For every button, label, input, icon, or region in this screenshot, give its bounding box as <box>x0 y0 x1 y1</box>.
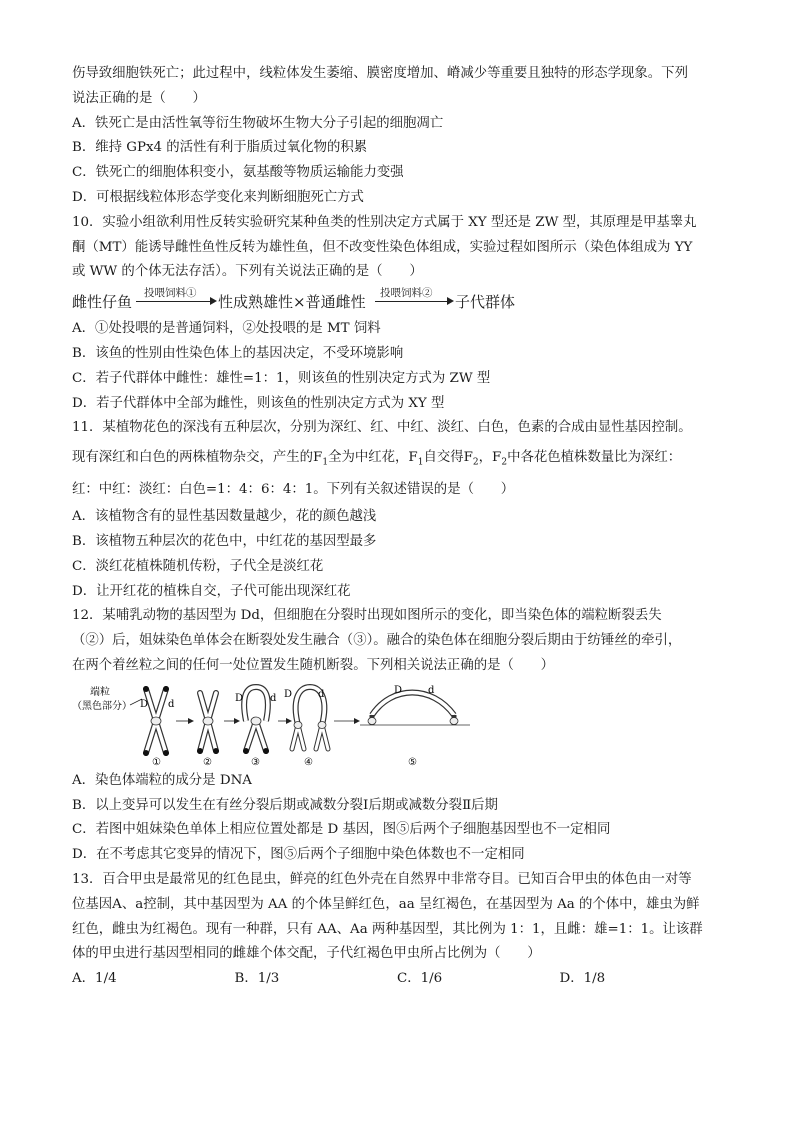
q11-sub-1b: 1 <box>417 457 424 468</box>
q11-option-c: C．淡红花植株随机传粉，子代全是淡红花 <box>72 558 324 574</box>
gene-d-4: d <box>318 688 325 700</box>
q13-stem-line-1: 13．百合甲虫是最常见的红色昆虫，鲜亮的红色外壳在自然界中非常夺目。已知百合甲虫的体色由一对等 <box>72 871 692 887</box>
q12-option-c: C．若图中姐妹染色单体上相应位置处都是 D 基因，图⑤后两个子细胞基因型也不一定相同 <box>72 822 611 838</box>
telomere-label: 端粒 <box>90 686 110 698</box>
gene-D-1: D <box>140 698 149 710</box>
q10-stem-line-1: 10．实验小组欲利用性反转实验研究某种鱼类的性别决定方式属于 XY 型还是 ZW 型，其原理是甲基睾丸 <box>72 214 697 230</box>
q13-stem-line-2: 位基因A、a控制，其中基因型为 AA 的个体呈鲜红色，aa 呈红褐色，在基因型为 Aa 的个体中，雄虫为鲜 <box>72 896 700 912</box>
q11-text-a: 现有深红和白色的两株植物杂交，产生的F <box>72 450 323 466</box>
q9-option-a: A．铁死亡是由活性氧等衍生物破坏生物大分子引起的细胞凋亡 <box>72 115 444 131</box>
q11-stem-line-1: 11．某植物花色的深浅有五种层次，分别为深红、红、中红、淡红、白色，色素的合成由显性基因控制。 <box>72 420 692 436</box>
chromosome-step-2 <box>197 693 219 767</box>
step-2-label: ② <box>203 756 212 767</box>
q11-sub-1: 1 <box>322 457 329 468</box>
q10-stem-line-2: 酮（MT）能诱导雌性鱼性反转为雄性鱼，但不改变性染色体组成，实验过程如图所示（染色体组成为 YY <box>72 239 693 255</box>
flow-end: 子代群体 <box>455 293 516 312</box>
gene-d-5: d <box>428 684 435 696</box>
q12-option-d: D．在不考虑其它变异的情况下，图⑤后两个子细胞中染色体数也不一定相同 <box>72 847 525 863</box>
chromosome-step-5 <box>360 685 470 767</box>
q11-option-d: D．让开红花的植株自交，子代可能出现深红花 <box>72 583 351 599</box>
gene-D-4: D <box>284 688 293 700</box>
q12-stem-line-3: 在两个着丝粒之间的任何一处位置发生随机断裂。下列相关说法正确的是（ ） <box>72 657 555 673</box>
gene-D-3: D <box>235 692 244 704</box>
q11-stem-line-3: 红：中红：淡红：白色=1：4：6：4：1。下列有关叙述错误的是（ ） <box>72 482 515 498</box>
exam-page <box>72 62 722 992</box>
q13-stem-line-3: 红色，雌虫为红褐色。现有一种群，只有 AA、Aa 两种基因型，其比例为 1：1，且雌：雄=1：1。让该群 <box>72 921 703 937</box>
q10-option-b: B．该鱼的性别由性染色体上的基因决定，不受环境影响 <box>72 345 404 361</box>
q11-text-b: 全为中红花，F <box>328 450 418 466</box>
flow-arrow1 <box>136 301 212 302</box>
q13-option-d: D．1/8 <box>559 971 606 987</box>
q12-chromosome-figure <box>72 681 722 767</box>
flow-arrow1-head <box>210 297 217 305</box>
q12-stem-line-2: （②）后，姐妹染色单体会在断裂处发生融合（③）。融合的染色体在细胞分裂后期由于纺锤丝的牵引， <box>72 633 682 649</box>
q11-sub-2b: 2 <box>501 457 508 468</box>
flow-middle: 性成熟雄性×普通雌性 <box>218 293 366 312</box>
q11-sub-2: 2 <box>472 457 479 468</box>
q12-stem-line-1: 12．某哺乳动物的基因型为 Dd，但细胞在分裂时出现如图所示的变化，即当染色体的端粒断裂丢失 <box>72 608 662 624</box>
q11-option-b: B．该植物五种层次的花色中，中红花的基因型最多 <box>72 533 377 549</box>
step-4-label: ④ <box>304 756 313 767</box>
gene-d-1: d <box>168 698 175 710</box>
q11-text-c: 自交得F <box>423 450 473 466</box>
q13-options <box>72 967 722 992</box>
step-5-label: ⑤ <box>408 756 417 767</box>
telomere-label-sub: （黑色部分） <box>72 700 132 712</box>
q12-option-b: B．以上变异可以发生在有丝分裂后期或减数分裂Ⅰ后期或减数分裂Ⅱ后期 <box>72 797 498 813</box>
flow-arrow2 <box>375 301 449 302</box>
chromosome-diagram <box>72 681 472 767</box>
q13-option-c: C．1/6 <box>397 971 443 987</box>
flow-arrow2-head <box>447 297 454 305</box>
q10-flow-diagram <box>72 285 722 317</box>
flow-start: 雌性仔鱼 <box>72 293 133 312</box>
chromosome-step-1 <box>140 686 175 767</box>
q13-option-b: B．1/3 <box>234 971 280 987</box>
q9-option-c: C．铁死亡的细胞体积变小，氨基酸等物质运输能力变强 <box>72 165 404 181</box>
q10-option-c: C．若子代群体中雌性：雄性=1：1，则该鱼的性别决定方式为 ZW 型 <box>72 370 491 386</box>
chromosome-step-4 <box>284 687 328 767</box>
q10-stem-line-3: 或 WW 的个体无法存活）。下列有关说法正确的是（ ） <box>72 264 423 280</box>
q13-option-a: A．1/4 <box>72 971 117 987</box>
q9-option-b: B．维持 GPx4 的活性有利于脂质过氧化物的积累 <box>72 140 368 156</box>
flow-arrow1-label: 投喂饲料① <box>144 287 197 300</box>
q10-option-d: D．若子代群体中全部为雌性，则该鱼的性别决定方式为 XY 型 <box>72 395 445 411</box>
gene-d-3: d <box>270 692 277 704</box>
step-1-label: ① <box>152 756 161 767</box>
chromosome-step-3 <box>235 687 277 767</box>
step-3-label: ③ <box>251 756 260 767</box>
gene-D-5: D <box>394 684 403 696</box>
q9-stem-line-2: 说法正确的是（ ） <box>72 90 206 106</box>
q11-stem-line-2 <box>72 441 722 475</box>
q11-option-a: A．该植物含有的显性基因数量越少，花的颜色越浅 <box>72 509 377 525</box>
q10-option-a: A．①处投喂的是普通饲料，②处投喂的是 MT 饲料 <box>72 321 381 337</box>
flow-arrow2-label: 投喂饲料② <box>380 287 433 300</box>
q11-text-e: 中各花色植株数量比为深红： <box>507 450 682 466</box>
q9-stem-line-1: 伤导致细胞铁死亡；此过程中，线粒体发生萎缩、膜密度增加、嵴减少等重要且独特的形态学现象。下列 <box>72 66 688 81</box>
q13-stem-line-4: 体的甲虫进行基因型相同的雌雄个体交配，子代红褐色甲虫所占比例为（ ） <box>72 946 541 962</box>
q12-option-a: A．染色体端粒的成分是 DNA <box>72 772 252 788</box>
q9-option-d: D．可根据线粒体形态学变化来判断细胞死亡方式 <box>72 189 364 205</box>
q11-text-d: ，F <box>478 450 502 466</box>
